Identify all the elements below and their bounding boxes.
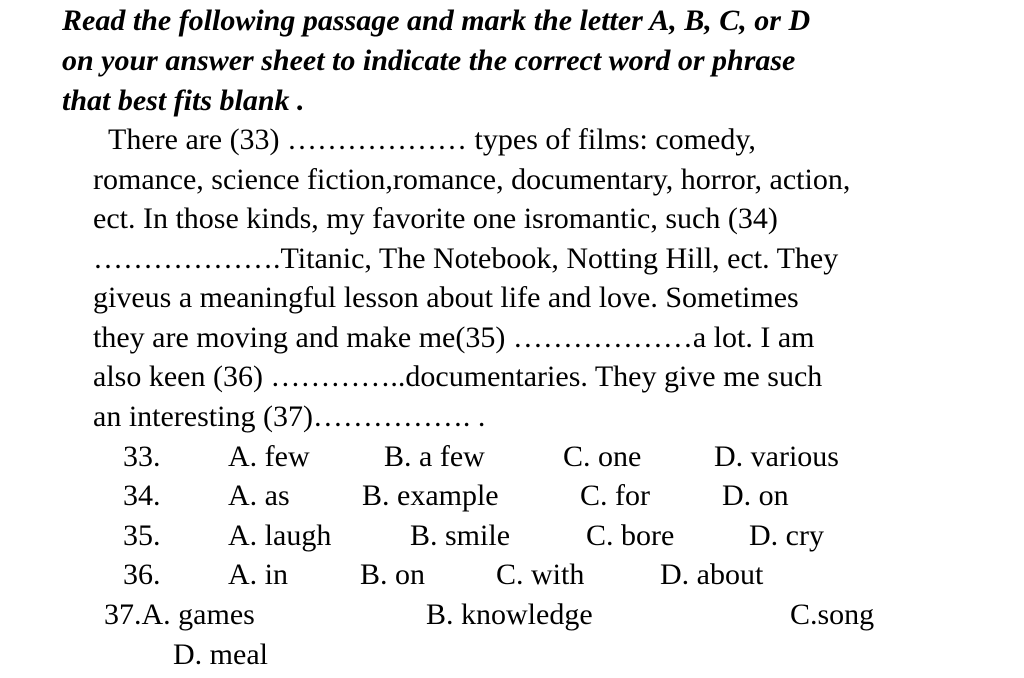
passage-line-8: an interesting (37)……………. . [93, 400, 486, 433]
question-number: 36. [123, 558, 161, 591]
option-d: D. on [722, 479, 789, 512]
passage-line-2: romance, science fiction,romance, documentary, horror, action, [93, 163, 851, 196]
option-b: B. a few [384, 440, 485, 473]
option-d: D. meal [173, 638, 268, 671]
option-d: D. cry [749, 519, 824, 552]
option-a: A. as [228, 479, 290, 512]
option-a: 37.A. games [104, 598, 255, 631]
passage-line-6: they are moving and make me(35) ………………a lot. I am [93, 321, 815, 354]
passage-line-3: ect. In those kinds, my favorite one isromantic, such (34) [93, 202, 778, 235]
option-b: B. example [362, 479, 499, 512]
option-c: C. for [580, 479, 650, 512]
option-b: B. on [360, 558, 426, 591]
passage-line-1: There are (33) ……………… types of films: comedy, [108, 123, 756, 156]
option-c: C.song [790, 598, 875, 631]
passage-line-5: giveus a meaningful lesson about life and love. Sometimes [93, 281, 799, 314]
option-a: A. few [228, 440, 310, 473]
option-b: B. knowledge [426, 598, 593, 631]
question-number: 35. [123, 519, 161, 552]
option-c: C. bore [586, 519, 675, 552]
option-c: C. with [496, 558, 585, 591]
option-b: B. smile [410, 519, 511, 552]
instruction-line-2: on your answer sheet to indicate the correct word or phrase [62, 44, 796, 77]
instruction-line-3: that best fits blank . [62, 84, 305, 117]
question-number: 33. [123, 440, 161, 473]
question-number: 34. [123, 479, 161, 512]
passage-line-4: ……………….Titanic, The Notebook, Notting Hill, ect. They [93, 242, 839, 275]
option-a: A. in [228, 558, 288, 591]
option-d: D. about [660, 558, 764, 591]
instruction-line-1: Read the following passage and mark the letter A, B, C, or D [62, 4, 811, 37]
option-a: A. laugh [228, 519, 332, 552]
option-c: C. one [563, 440, 642, 473]
option-d: D. various [714, 440, 839, 473]
passage-line-7: also keen (36) …………..documentaries. They give me such [93, 360, 823, 393]
